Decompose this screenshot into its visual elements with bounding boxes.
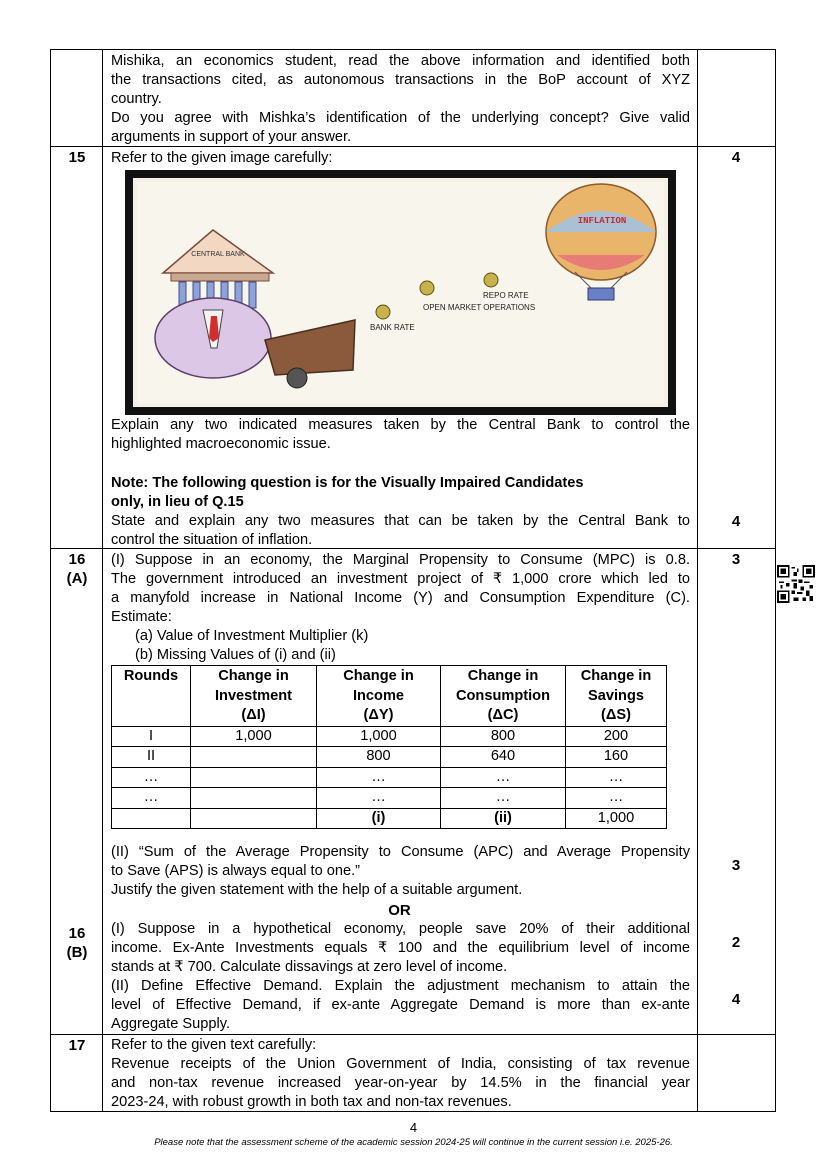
qr-code-icon xyxy=(777,565,815,603)
cell xyxy=(191,788,317,809)
central-bank-label: CENTRAL BANK xyxy=(191,251,245,258)
cell xyxy=(112,808,191,829)
q16a-part2-line-2: to Save (APS) is always equal to one.” xyxy=(111,863,361,879)
q15-vi-line-2: control the situation of inflation. xyxy=(111,532,313,548)
col-left xyxy=(50,49,51,1112)
cell: … xyxy=(566,788,667,809)
q16a-line-3: a manyfold increase in National Income (Y) and Consumption Expenditure (C). xyxy=(111,590,690,606)
cell: I xyxy=(112,726,191,747)
footer-note: Please note that the assessment scheme of the academic session 2024-25 will continue in the current session i.e. 2025-26. xyxy=(154,1137,673,1148)
table-header-row xyxy=(112,666,667,727)
col-right xyxy=(775,49,776,1112)
q16b-line-6: Aggregate Supply. xyxy=(111,1016,230,1032)
table-border-top xyxy=(50,49,776,50)
cell: … xyxy=(441,788,566,809)
cell xyxy=(191,747,317,768)
q16a-line-1: (I) Suppose in an economy, the Marginal Propensity to Consume (MPC) is 0.8. xyxy=(111,552,690,568)
cell: 800 xyxy=(317,747,441,768)
q16a-sub: (A) xyxy=(66,570,88,587)
q17-line-2: Revenue receipts of the Union Government of India, consisting of tax revenue xyxy=(111,1056,690,1072)
table-row xyxy=(112,808,667,829)
q16a-sub-b: (b) Missing Values of (i) and (ii) xyxy=(135,647,336,663)
q17-line-1: Refer to the given text carefully: xyxy=(111,1037,317,1053)
q16a-line-4: Estimate: xyxy=(111,609,172,625)
q15-intro: Refer to the given image carefully: xyxy=(111,150,333,166)
q15-vi-line-1: State and explain any two measures that can be taken by the Central Bank to xyxy=(111,513,690,529)
q16b-number: 16 xyxy=(68,925,86,942)
cell: (ii) xyxy=(441,808,566,829)
cell: … xyxy=(317,767,441,788)
q17-line-4: 2023-24, with robust growth in both tax and non-tax revenues. xyxy=(111,1094,512,1110)
q16a-part2-line-1: (II) “Sum of the Average Propensity to Consume (APC) and Average Propensity xyxy=(111,844,690,860)
q16b-line-4: (II) Define Effective Demand. Explain the adjustment mechanism to attain the xyxy=(111,978,690,994)
q15-number: 15 xyxy=(68,149,86,166)
cell: (i) xyxy=(317,808,441,829)
q16a-sub-a: (a) Value of Investment Multiplier (k) xyxy=(135,628,369,644)
cell: 1,000 xyxy=(317,726,441,747)
q15-line-2: highlighted macroeconomic issue. xyxy=(111,436,331,452)
q14-line-1: Mishika, an economics student, read the above information and identified both xyxy=(111,53,690,69)
q16b-marks-i: 2 xyxy=(731,934,741,951)
repo-rate-label: REPO RATE xyxy=(483,291,529,300)
q16b-marks-ii: 4 xyxy=(731,991,741,1008)
table-row xyxy=(112,747,667,768)
q15-vi-marks: 4 xyxy=(731,513,741,530)
cell: 160 xyxy=(566,747,667,768)
bank-rate-label: BANK RATE xyxy=(370,323,415,332)
col-num xyxy=(102,49,103,1112)
q16a-part2-line-3: Justify the given statement with the help of a suitable argument. xyxy=(111,882,523,898)
cell: 640 xyxy=(441,747,566,768)
q16b-line-1: (I) Suppose in a hypothetical economy, people save 20% of their additional xyxy=(111,921,690,937)
header-consumption: Change in Consumption (ΔC) xyxy=(441,666,566,727)
or-label: OR xyxy=(388,902,411,919)
q14-line-5: arguments in support of your answer. xyxy=(111,129,352,145)
q16a-marks-ii: 3 xyxy=(731,857,741,874)
header-income: Change in Income (ΔY) xyxy=(317,666,441,727)
page-number: 4 xyxy=(409,1120,418,1135)
cell: 800 xyxy=(441,726,566,747)
col-marks xyxy=(697,49,698,1112)
cell: 1,000 xyxy=(191,726,317,747)
q15-marks: 4 xyxy=(731,149,741,166)
cell: … xyxy=(317,788,441,809)
cell: 1,000 xyxy=(566,808,667,829)
q15-note-line-1: Note: The following question is for the Visually Impaired Candidates xyxy=(111,475,584,491)
q16a-line-2: The government introduced an investment project of ₹ 1,000 crore which led to xyxy=(111,571,690,587)
inflation-label: INFLATION xyxy=(577,216,627,226)
table-row xyxy=(112,788,667,809)
q16a-marks-i: 3 xyxy=(731,551,741,568)
cell xyxy=(191,808,317,829)
header-savings: Change in Savings (ΔS) xyxy=(566,666,667,727)
q16b-line-5: level of Effective Demand, if ex-ante Aggregate Demand is more than ex-ante xyxy=(111,997,690,1013)
q14-line-4: Do you agree with Mishka’s identification of the underlying concept? Give valid xyxy=(111,110,690,126)
q16b-sub: (B) xyxy=(66,944,88,961)
table-row xyxy=(112,767,667,788)
cell: … xyxy=(112,767,191,788)
q15-note-line-2: only, in lieu of Q.15 xyxy=(111,494,244,510)
cell: II xyxy=(112,747,191,768)
cell: … xyxy=(566,767,667,788)
q15-line-1: Explain any two indicated measures taken by the Central Bank to control the xyxy=(111,417,690,433)
q16b-line-3: stands at ₹ 700. Calculate dissavings at zero level of income. xyxy=(111,959,508,975)
multiplier-table xyxy=(111,665,667,829)
cell: … xyxy=(441,767,566,788)
q17-number: 17 xyxy=(68,1037,86,1054)
q14-line-2: the transactions cited, as autonomous transactions in the BoP account of XYZ xyxy=(111,72,690,88)
q14-line-3: country. xyxy=(111,91,162,107)
q16b-line-2: income. Ex-Ante Investments equals ₹ 100 and the equilibrium level of income xyxy=(111,940,690,956)
q16a-number: 16 xyxy=(68,551,86,568)
omo-label: OPEN MARKET OPERATIONS xyxy=(423,303,536,312)
q17-line-3: and non-tax revenue increased year-on-year by 14.5% in the financial year xyxy=(111,1075,690,1091)
cell: … xyxy=(112,788,191,809)
cell xyxy=(191,767,317,788)
header-rounds: Rounds xyxy=(112,666,191,727)
table-row xyxy=(112,726,667,747)
cell: 200 xyxy=(566,726,667,747)
central-bank-illustration xyxy=(125,170,676,415)
header-investment: Change in Investment (ΔI) xyxy=(191,666,317,727)
